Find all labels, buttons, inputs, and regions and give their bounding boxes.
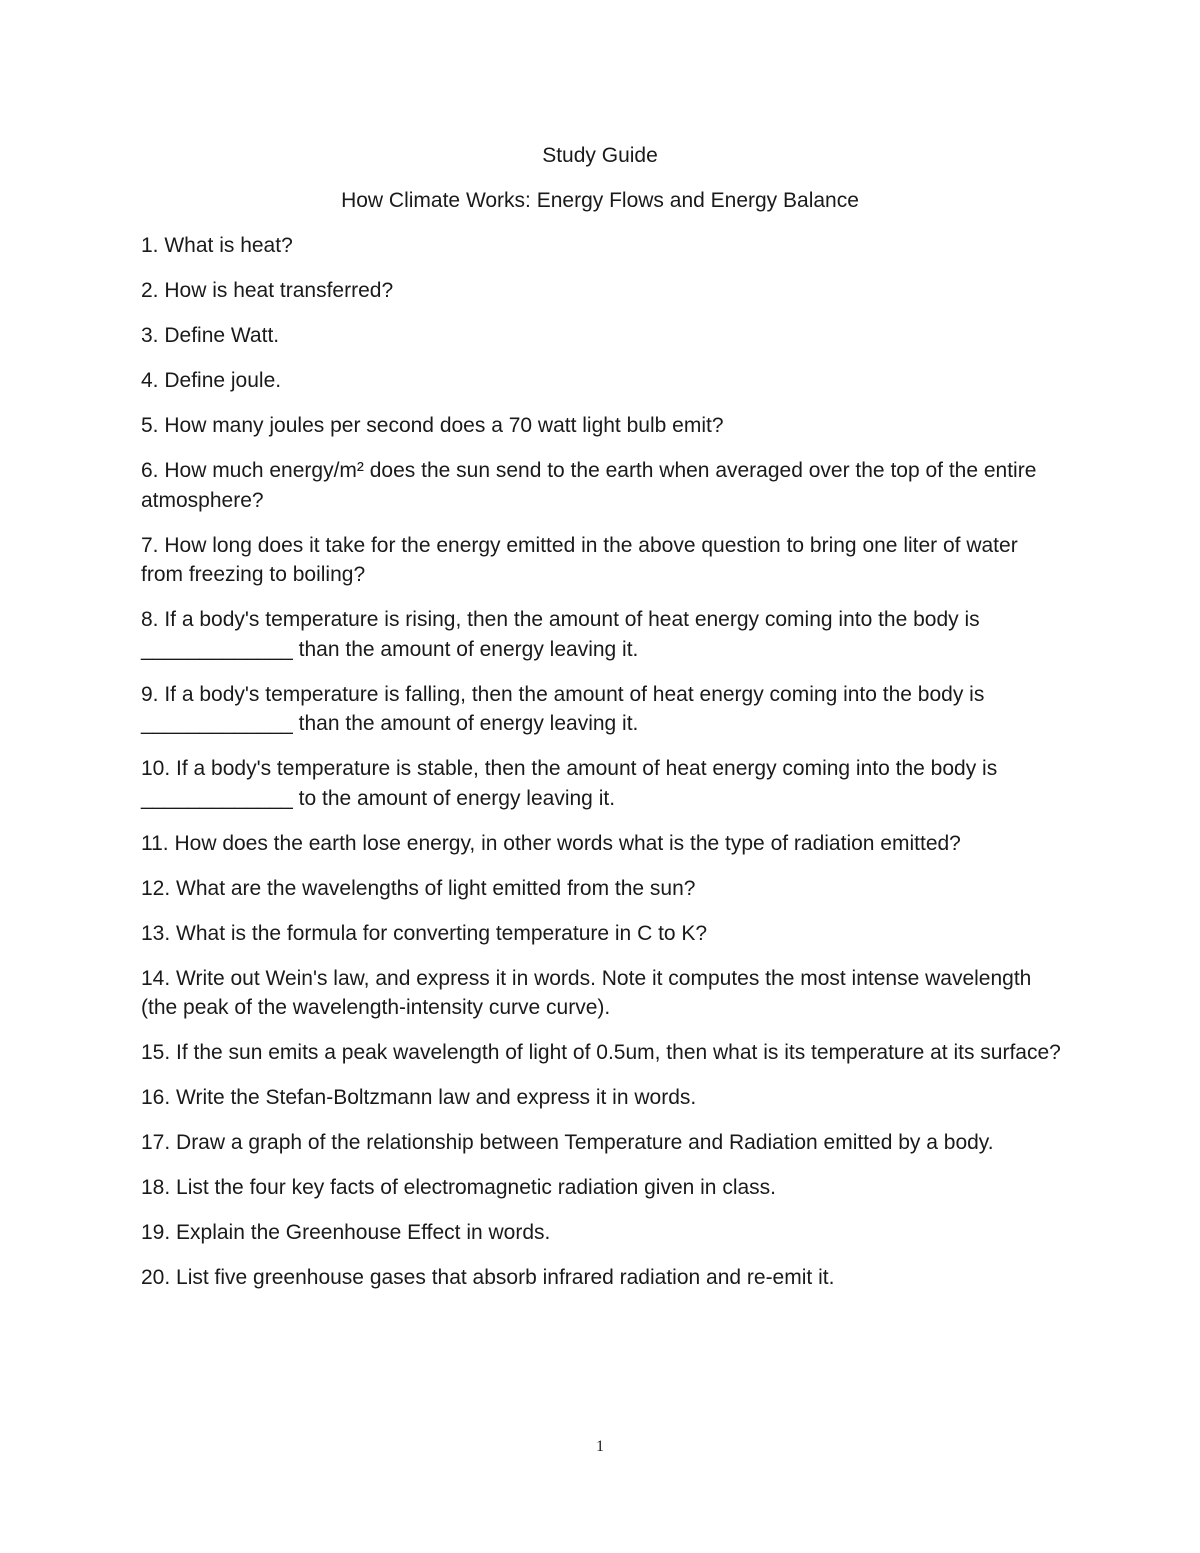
question-list	[141, 231, 1061, 1308]
question-15: 15. If the sun emits a peak wavelength of light of 0.5um, then what is its temperature at its surface?	[141, 1041, 1061, 1064]
question-13: 13. What is the formula for converting temperature in C to K?	[141, 921, 708, 945]
question-6: 6. How much energy/m² does the sun send to the earth when averaged over the top of the entire atmosphere?	[141, 459, 1037, 512]
question-4: 4. Define joule.	[141, 369, 282, 392]
question-1: 1. What is heat?	[141, 234, 293, 257]
question-10: 10. If a body's temperature is stable, then the amount of heat energy coming into the body is _____________ to the amount of energy leaving it.	[141, 757, 998, 810]
document-title: Study Guide	[542, 144, 658, 167]
question-2: 2. How is heat transferred?	[141, 279, 394, 302]
question-7: 7. How long does it take for the energy emitted in the above question to bring one liter of water from freezing to boiling?	[141, 533, 1018, 586]
question-19: 19. Explain the Greenhouse Effect in words.	[141, 1221, 551, 1244]
question-18: 18. List the four key facts of electromagnetic radiation given in class.	[141, 1176, 776, 1199]
page-number: 1	[596, 1438, 604, 1455]
question-14: 14. Write out Wein's law, and express it in words. Note it computes the most intense wavelength (the peak of the wavelength-intensity curve curve).	[141, 966, 1032, 1019]
question-11: 11. How does the earth lose energy, in other words what is the type of radiation emitted?	[141, 831, 961, 855]
document-subtitle: How Climate Works: Energy Flows and Energy Balance	[341, 189, 859, 212]
question-17: 17. Draw a graph of the relationship between Temperature and Radiation emitted by a body.	[141, 1131, 994, 1154]
question-16: 16. Write the Stefan-Boltzmann law and express it in words.	[141, 1086, 697, 1109]
question-5: 5. How many joules per second does a 70 watt light bulb emit?	[141, 414, 724, 437]
question-12: 12. What are the wavelengths of light emitted from the sun?	[141, 876, 696, 900]
question-8: 8. If a body's temperature is rising, then the amount of heat energy coming into the body is _____________ than the amount of energy leaving it.	[141, 608, 980, 661]
question-9: 9. If a body's temperature is falling, then the amount of heat energy coming into the body is _____________ than the amount of energy leaving it.	[141, 682, 985, 735]
question-20: 20. List five greenhouse gases that absorb infrared radiation and re-emit it.	[141, 1266, 835, 1289]
question-3: 3. Define Watt.	[141, 324, 280, 347]
